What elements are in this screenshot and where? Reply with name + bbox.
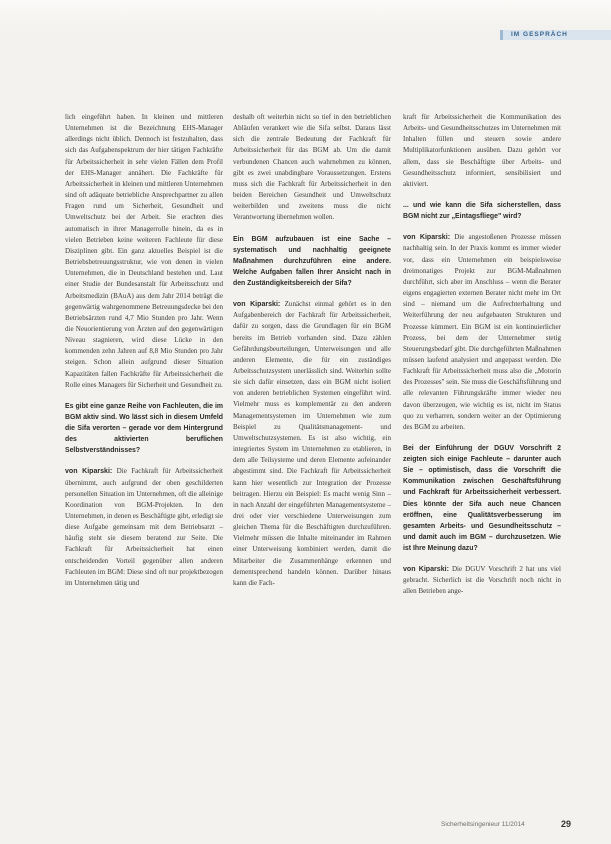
page-number: 29 [560, 819, 571, 829]
interview-answer [403, 232, 561, 433]
body-paragraph: kraft für Arbeitssicherheit die Kommunikation des Arbeits- und Gesundheitsschutzes im Unternehmen mit Inhalten füllen und steuern sowie andere Multiplikatorfunktionen ausüben. Dazu gehört vor allem, dass sie Beschäftigte über Arbeits- und Gesundheitsschutz informiert, sensibilisiert und aktiviert. [403, 113, 561, 188]
publication-name: Sicherheitsingenieur 11/2014 [441, 821, 525, 828]
interview-question: Bei der Einführung der DGUV Vorschrift 2 zeigten sich einige Fachleute – darunter auch Sie – optimistisch, dass die Vorschrift die Kommunikation zwischen Geschäftsführung und Fachkraft für Arbeitssicherheit verbessert. Dies könnte der Sifa auch neue Chancen eröffnen, eine Qualitätsverbesserung im gesamten Arbeits- und Gesundheitsschutz – und damit auch im BGM – durchzusetzen. Wie ist Ihre Meinung dazu? [403, 445, 561, 552]
text-column-1 [65, 112, 223, 599]
speaker-name: von Kiparski: [233, 301, 281, 309]
answer-text: Die Fachkraft für Arbeitssicherheit übernimmt, auch aufgrund der oben geschilderten personellen Situation im Unternehmen, oft die alleinige Koordination von BGM-Projekten. In den Unternehmen, in denen es Beschäftigte gibt, erledigt sie diese Aufgabe gemeinsam mit dem Betriebsarzt – häufig steht sie diesem beratend zur Seite. Die Fachkraft für Arbeitssicherheit hat einen entscheidenden Vorteil gegenüber allen anderen Fachleuten im BGM: Diese sind oft nur projektbezogen im Unternehmen tätig und [65, 467, 223, 587]
text-column-3 [403, 112, 561, 608]
interview-question: Ein BGM aufzubauen ist eine Sache – systematisch und nachhaltig geeignete Maßnahmen durchzuführen eine andere. Welche Aufgaben fallen Ihrer Ansicht nach in den Zuständigkeitsbereich der Sifa? [233, 235, 391, 287]
page-footer [441, 819, 571, 831]
answer-text: Zunächst einmal gehört es in den Aufgabenbereich der Fachkraft für Arbeitssicherheit, dafür zu sorgen, dass die Grundlagen für ein BGM bereits im Betrieb vorhanden sind. Dazu zählen Gefährdungsbeurteilungen, Unterweisungen und alle anderen Elemente, die für ein zuständiges Arbeitsschutzsystem unerlässlich sind. Weiterhin sollte sie sich dafür einsetzen, dass ein BGM nicht isoliert von anderen betrieblichen Systemen eingeführt wird. Vielmehr muss es komplementär zu den anderen Managementsystemen im Unternehmen wie zum Beispiel zu Qualitätsmanagement- und Umweltschutzsystemen. Es ist also wichtig, ein integriertes System im Unternehmen zu etablieren, in dem alle Teilsysteme und deren Elemente aufeinander abgestimmt sind. Die Fachkraft für Arbeitssicherheit kann hier wesentlich zur Integration der Prozesse beitragen. Hierzu ein Beispiel: Es macht wenig Sinn – in nach Anzahl der eingeführten Managementsysteme – drei oder vier verschiedene Unterweisungen zum gleichen Thema für die Beschäftigten durchzuführen. Vielmehr müssen die Inhalte miteinander im Rahmen einer Unterweisung kombiniert werden, damit die Mitarbeiter die Zusammenhänge erkennen und dementsprechend handeln können. Darüber hinaus kann die Fach- [233, 300, 391, 587]
speaker-name: von Kiparski: [403, 234, 451, 242]
interview-question: Es gibt eine ganze Reihe von Fachleuten, die im BGM aktiv sind. Wo lässt sich in diesem Umfeld die Sifa verorten – gerade vor dem Hintergrund des aktivierten beruflichen Selbstverständnisses? [65, 402, 223, 455]
section-label: IM GESPRÄCH [500, 30, 611, 40]
body-paragraph: deshalb oft weiterhin nicht so tief in den betrieblichen Abläufen verankert wie die Sifa selbst. Daraus lässt sich die zentrale Bedeutung der Fachkraft für Arbeitssicherheit für das BGM ab. Um die damit verbundenen Chancen auch wahrnehmen zu können, gibt es zwei unabdingbare Voraussetzungen. Erstens muss sich die Fachkraft für Arbeitssicherheit in den beiden Bereichen Gesundheit und Umweltschutz weiterbilden und zweitens muss die nicht Verantwortung übernehmen wollen. [233, 113, 391, 222]
text-column-2 [233, 112, 391, 599]
body-paragraph: lich eingeführt haben. In kleinen und mittleren Unternehmen ist die Bezeichnung EHS-Manager allerdings nicht üblich. Dennoch ist festzuhalten, dass sich das Aufgabenspektrum der hier tätigen Fachkräfte für Arbeitssicherheit in sehr vielen Fällen dem Profil der EHS-Manager annähert. Die Fachkräfte für Arbeitssicherheit in kleinen und mittleren Unternehmen sind oft adäquate betriebliche Ansprechpartner zu allen Fragen rund um Sicherheit, Gesundheit und Umweltschutz bei der Arbeit. Sie erachten dies automatisch in ihrer Managerrolle hinein, da es in vielen Betrieben keine weiteren Fachleute für diese Disziplinen gibt. Ein ganz aktuelles Beispiel ist die Betriebsbetreuungsstruktur, wie von denen in vielen Unternehmen, die in Deutschland bestehen und. Laut einer Studie der Bundesanstalt für Arbeitsschutz und Arbeitsmedizin (BAuA) aus dem Jahr 2014 beträgt die gegenwärtig wahrgenommene Betreuungsdecke bei den Betriebsärzten rund 4,7 Mio Stunden pro Jahr. Wenn die Neuorientierung von Ärzten auf den gegenwärtigen Niveau stagnieren, wird diese Lücke in den kommenden zehn Jahren auf 8,8 Mio Stunden pro Jahr steigen. Schon allein aufgrund dieser Situation Kapazitäten fallen Fachkräfte für Arbeitssicherheit die Rolle eines Managers für Sicherheit und Gesundheit zu. [65, 113, 223, 389]
interview-question: ... und wie kann die Sifa sicherstellen, dass BGM nicht zur „Eintagsfliege" wird? [403, 202, 561, 221]
speaker-name: von Kiparski: [403, 566, 449, 574]
interview-answer [403, 564, 561, 597]
speaker-name: von Kiparski: [65, 468, 113, 476]
interview-answer [233, 299, 391, 589]
answer-text: Die angestoßenen Prozesse müssen nachhaltig sein. In der Praxis kommt es immer wieder vor, dass ein Unternehmen ein beispielsweise dreimonatiges Projekt zur BGM-Maßnahmen durchführt, sich aber im Anschluss – wenn die Berater eigens engagierten externen Berater nicht mehr im Ort sind – niemand um die Aufrechterhaltung und Weiterführung der neu aufgebauten Strukturen und Prozesse kümmert. Ein BGM ist ein kontinuierlicher Prozess, bei dem der Unternehmer stetig Steuerungsbedarf gibt. Die durchgeführten Maßnahmen müssen laufend analysiert und angepasst werden. Die Fachkraft für Arbeitssicherheit muss also die „Motorin des Prozesses" sein. Sie muss die Geschäftsführung und alle relevanten Führungskräfte immer wieder neu davon überzeugen, wie wichtig es ist, nicht im Status quo zu verharren, sondern weiter an der Optimierung des BGM zu arbeiten. [403, 233, 561, 431]
page-top-margin [0, 0, 611, 28]
answer-text: Die DGUV Vorschrift 2 hat uns viel gebracht. Sicherlich ist die Vorschrift noch nicht in allen Betrieben ange- [403, 565, 561, 596]
interview-answer [65, 466, 223, 589]
